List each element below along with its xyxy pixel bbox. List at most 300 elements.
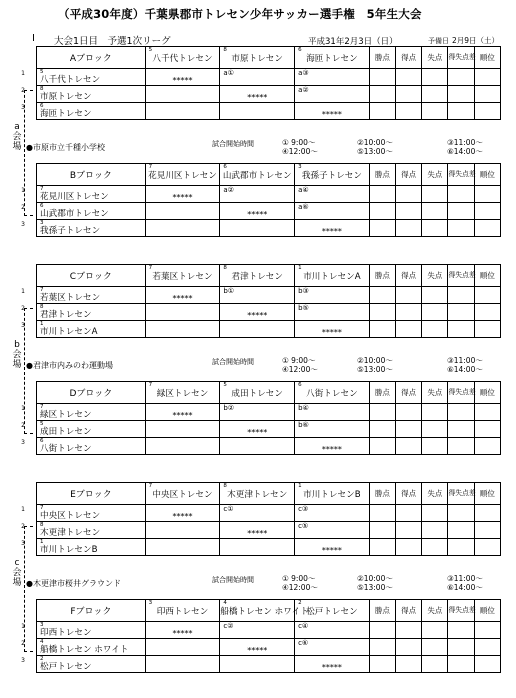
kickoff-times-label: 試合開始時間 [212,576,254,584]
stat-cell [448,622,474,639]
match-cell [145,103,220,120]
match-date: 平成31年2月3日（日） [308,37,398,47]
match-slot: c⑤ [298,522,309,530]
self-cell: ***** [145,69,220,86]
row-number: 3 [21,657,25,664]
league-table-5 [36,599,501,673]
venue-bracket [24,526,33,652]
stat-cell [448,69,474,86]
match-cell [220,287,295,304]
stat-header: 失点 [422,47,448,69]
stat-cell [369,539,395,556]
stat-cell [448,203,474,220]
stat-cell [422,220,448,237]
stat-cell [396,539,422,556]
team-column-header [295,265,370,287]
round-label: 大会1日目 予選1次リーグ [54,36,171,47]
team-column-header [145,483,220,505]
team-seed: 6 [223,164,227,170]
stat-cell [422,287,448,304]
team-seed: 8 [40,86,44,92]
team-seed: 3 [298,164,302,170]
self-cell: ***** [295,321,370,338]
stat-cell [369,287,395,304]
match-cell [145,421,220,438]
stat-cell [369,404,395,421]
stat-cell [422,639,448,656]
team-column-header [220,382,295,404]
match-slot: b④ [298,404,309,412]
row-number: 2 [21,523,25,530]
stat-header: 得点 [396,600,422,622]
stat-cell [474,421,500,438]
match-cell [220,505,295,522]
stat-header: 得失点差 [448,483,474,505]
team-seed: 8 [40,304,44,310]
stat-cell [474,438,500,455]
self-cell: ***** [295,220,370,237]
venue-label: a会場 [12,122,22,152]
team-name: 市原トレセン [40,92,92,102]
row-number: 1 [21,288,25,295]
team-name: 木更津トレセン [40,528,101,538]
team-name: 市原トレセン [231,54,283,64]
stat-cell [422,103,448,120]
match-cell [145,220,220,237]
stat-cell [396,505,422,522]
stat-cell [448,639,474,656]
team-name: 緑区トレセン [156,389,209,399]
stat-header: 得失点差 [448,265,474,287]
match-slot: a③ [298,69,309,77]
stat-cell [369,321,395,338]
stat-cell [422,622,448,639]
stat-cell [474,186,500,203]
match-cell [295,86,370,103]
team-name: 市川トレセンB [40,545,98,555]
block-name: Dブロック [37,382,146,404]
stat-cell [396,220,422,237]
match-cell [145,539,220,556]
self-cell: ***** [145,505,220,522]
stat-cell [474,404,500,421]
match-cell [145,522,220,539]
match-cell [295,622,370,639]
stat-header: 得点 [396,382,422,404]
self-cell: ***** [295,103,370,120]
kickoff-time: ②10:00～ [357,574,393,583]
kickoff-time: ②10:00～ [357,356,393,365]
row-number: 1 [21,70,25,77]
stat-cell [369,622,395,639]
team-column-header [220,265,295,287]
team-seed: 5 [40,421,44,427]
team-column-header [220,47,295,69]
stat-cell [396,622,422,639]
self-cell: ***** [220,203,295,220]
team-seed: 7 [40,404,44,410]
stat-cell [474,522,500,539]
row-number: 1 [21,405,25,412]
stat-cell [396,287,422,304]
match-slot: a④ [298,186,309,194]
match-cell [145,203,220,220]
stat-cell [396,438,422,455]
stat-cell [369,86,395,103]
row-number: 2 [21,87,25,94]
team-name: 若葉区トレセン [152,272,213,282]
league-table-1 [36,163,501,237]
stat-cell [474,69,500,86]
team-name: 中央区トレセン [40,511,101,521]
stat-cell [474,103,500,120]
stat-header: 得点 [396,164,422,186]
match-cell [145,321,220,338]
self-cell: ***** [145,622,220,639]
row-number: 3 [21,439,25,446]
block-name: Bブロック [37,164,146,186]
kickoff-time: ① 9:00～ [282,574,316,583]
team-name: 海匝トレセン [306,54,358,64]
team-seed: 6 [40,203,44,209]
self-cell: ***** [220,86,295,103]
kickoff-time: ⑥14:00～ [447,365,483,374]
row-number: 3 [21,221,25,228]
stat-cell [448,86,474,103]
match-slot: a⑥ [298,203,309,211]
match-cell [295,404,370,421]
stat-header: 失点 [422,382,448,404]
stat-cell [396,69,422,86]
stat-cell [369,69,395,86]
team-row-header [37,287,146,304]
team-seed: 1 [40,321,44,327]
team-seed: 7 [40,186,44,192]
stat-cell [474,639,500,656]
reserve-date-label: 予備日 [428,37,449,45]
team-name: 山武郡市トレセン [222,171,292,181]
team-seed: 2 [298,600,302,606]
team-name: 八街トレセン [306,389,358,399]
team-column-header [220,483,295,505]
team-name: 我孫子トレセン [40,226,101,236]
row-number: 2 [21,204,25,211]
stat-header: 順位 [474,265,500,287]
stat-cell [422,539,448,556]
kickoff-time: ① 9:00～ [282,356,316,365]
match-cell [145,86,220,103]
stat-cell [448,287,474,304]
match-cell [220,321,295,338]
league-table-2 [36,264,501,338]
match-cell [220,438,295,455]
team-column-header [220,164,295,186]
stat-cell [474,287,500,304]
team-name: 市川トレセンA [303,272,361,282]
stat-header: 得失点差 [448,600,474,622]
match-cell [220,622,295,639]
team-row-header [37,69,146,86]
team-row-header [37,86,146,103]
stat-header: 順位 [474,47,500,69]
team-name: 船橋トレセン ホワイト [40,645,129,655]
team-row-header [37,522,146,539]
team-seed: 3 [40,220,44,226]
page-title: （平成30年度）千葉県郡市トレセン少年サッカー選手権 5年生大会 [58,7,422,21]
team-name: 木更津トレセン [227,490,288,500]
self-cell: ***** [145,404,220,421]
stat-cell [369,220,395,237]
team-seed: 7 [40,287,44,293]
row-number: 3 [21,540,25,547]
stat-cell [396,639,422,656]
match-slot: b⑤ [298,304,309,312]
kickoff-time: ⑤13:00～ [357,583,393,592]
venue-label: c会場 [12,558,22,588]
kickoff-time: ⑥14:00～ [447,147,483,156]
stat-cell [474,220,500,237]
stat-cell [396,304,422,321]
stat-header: 得失点差 [448,47,474,69]
match-cell [220,69,295,86]
kickoff-time: ⑤13:00～ [357,147,393,156]
team-column-header [145,164,220,186]
match-cell [295,203,370,220]
team-name: 船橋トレセン ホワイト [220,607,309,617]
team-column-header [220,600,309,622]
stat-header: 失点 [422,483,448,505]
kickoff-times-label: 試合開始時間 [212,358,254,366]
match-slot: b③ [298,287,309,295]
team-column-header [295,164,370,186]
team-name: 松戸トレセン [40,662,92,672]
team-seed: 3 [148,600,153,606]
stat-header: 失点 [422,164,448,186]
stat-cell [448,304,474,321]
kickoff-time: ⑤13:00～ [357,365,393,374]
match-slot: c⑥ [298,639,309,647]
team-row-header [37,220,146,237]
stat-cell [422,69,448,86]
team-name: 印西トレセン [156,607,209,617]
self-cell: ***** [220,304,295,321]
stat-header: 勝点 [369,382,395,404]
match-slot: c① [223,505,234,513]
team-name: 君津トレセン [231,272,283,282]
team-seed: 5 [148,47,153,53]
self-cell: ***** [145,287,220,304]
stat-cell [448,103,474,120]
kickoff-time: ⑥14:00～ [447,583,483,592]
stat-cell [396,656,422,673]
stat-header: 得点 [396,265,422,287]
self-cell: ***** [145,186,220,203]
stat-cell [422,656,448,673]
stat-cell [422,522,448,539]
stat-cell [396,203,422,220]
team-seed: 7 [148,382,153,388]
kickoff-times-label: 試合開始時間 [212,140,254,148]
team-seed: 6 [298,382,302,388]
team-seed: 7 [148,164,153,170]
match-cell [220,539,295,556]
stat-cell [448,539,474,556]
league-table-4 [36,482,501,556]
team-seed: 6 [40,103,44,109]
stat-cell [448,522,474,539]
team-name: 我孫子トレセン [301,171,362,181]
team-row-header [37,505,146,522]
match-cell [145,656,220,673]
stat-header: 失点 [422,265,448,287]
stat-header: 順位 [474,164,500,186]
stat-cell [369,522,395,539]
team-column-header [295,483,370,505]
stat-header: 勝点 [369,164,395,186]
team-name: 山武郡市トレセン [40,209,109,219]
team-row-header [37,404,146,421]
venue-name: ●君津市内みのわ運動場 [26,361,113,370]
team-name: 八千代トレセン [40,75,101,85]
match-cell [295,186,370,203]
kickoff-time: ②10:00～ [357,138,393,147]
match-cell [145,438,220,455]
stat-cell [474,321,500,338]
stat-cell [396,103,422,120]
stat-cell [474,539,500,556]
team-name: 八千代トレセン [152,54,213,64]
stat-header: 勝点 [369,483,395,505]
team-row-header [37,103,146,120]
match-cell [145,639,220,656]
match-cell [220,103,295,120]
team-column-header [145,600,220,622]
self-cell: ***** [295,539,370,556]
kickoff-time: ④12:00～ [282,147,318,156]
stat-cell [369,103,395,120]
team-name: 花見川区トレセン [148,171,217,181]
team-name: 君津トレセン [40,310,92,320]
self-cell: ***** [295,656,370,673]
team-seed: 8 [223,265,227,271]
team-seed: 6 [298,47,302,53]
match-cell [295,505,370,522]
stat-cell [448,505,474,522]
stat-cell [448,220,474,237]
team-name: 八街トレセン [40,444,92,454]
league-table-3 [36,381,501,455]
kickoff-time: ③11:00～ [447,356,483,365]
team-seed: 1 [298,265,302,271]
stat-header: 得点 [396,483,422,505]
kickoff-time: ③11:00～ [447,138,483,147]
stat-cell [369,639,395,656]
team-seed: 8 [40,522,44,528]
team-seed: 1 [298,483,302,489]
row-number: 3 [21,104,25,111]
stat-cell [448,438,474,455]
stat-cell [369,505,395,522]
match-cell [295,522,370,539]
stat-cell [396,404,422,421]
match-slot: a② [298,86,309,94]
team-row-header [37,304,146,321]
team-name: 市川トレセンB [303,490,361,500]
match-cell [295,421,370,438]
team-column-header [295,47,370,69]
team-column-header [295,600,370,622]
stat-cell [369,203,395,220]
stat-header: 得失点差 [448,382,474,404]
team-column-header [145,265,220,287]
venue-bracket [24,90,33,216]
team-column-header [295,382,370,404]
stat-cell [474,86,500,103]
venue-bracket [24,308,33,434]
match-slot: b① [223,287,235,295]
team-seed: 2 [40,656,44,662]
venue-label: b会場 [12,340,22,370]
stat-header: 失点 [422,600,448,622]
kickoff-time: ① 9:00～ [282,138,316,147]
stat-cell [369,186,395,203]
team-seed: 4 [223,600,227,606]
team-name: 成田トレセン [231,389,283,399]
block-name: Cブロック [37,265,146,287]
stat-header: 得失点差 [448,164,474,186]
stat-cell [474,622,500,639]
match-cell [295,304,370,321]
stat-cell [448,321,474,338]
stat-cell [369,656,395,673]
team-seed: 8 [223,483,227,489]
stat-cell [422,203,448,220]
team-column-header [145,47,220,69]
stat-header: 順位 [474,600,500,622]
team-seed: 7 [40,505,44,511]
self-cell: ***** [220,639,295,656]
match-cell [220,404,295,421]
team-name: 緑区トレセン [40,410,92,420]
stat-cell [396,186,422,203]
team-name: 成田トレセン [40,427,92,437]
team-row-header [37,656,146,673]
match-slot: c③ [298,505,309,513]
team-name: 中央区トレセン [152,490,213,500]
team-column-header [145,382,220,404]
match-slot: b⑥ [298,421,309,429]
stat-cell [369,438,395,455]
stat-header: 順位 [474,382,500,404]
team-name: 花見川区トレセン [40,192,109,202]
match-cell [220,186,295,203]
team-name: 海匝トレセン [40,109,92,119]
stat-cell [422,421,448,438]
stat-cell [396,421,422,438]
stat-cell [422,86,448,103]
stat-cell [422,404,448,421]
team-name: 印西トレセン [40,628,92,638]
team-row-header [37,438,146,455]
team-seed: 4 [40,639,44,645]
self-cell: ***** [295,438,370,455]
team-seed: 6 [40,438,44,444]
stat-cell [448,656,474,673]
kickoff-time: ④12:00～ [282,583,318,592]
match-slot: c② [223,622,234,630]
match-slot: b② [223,404,235,412]
stat-cell [396,86,422,103]
